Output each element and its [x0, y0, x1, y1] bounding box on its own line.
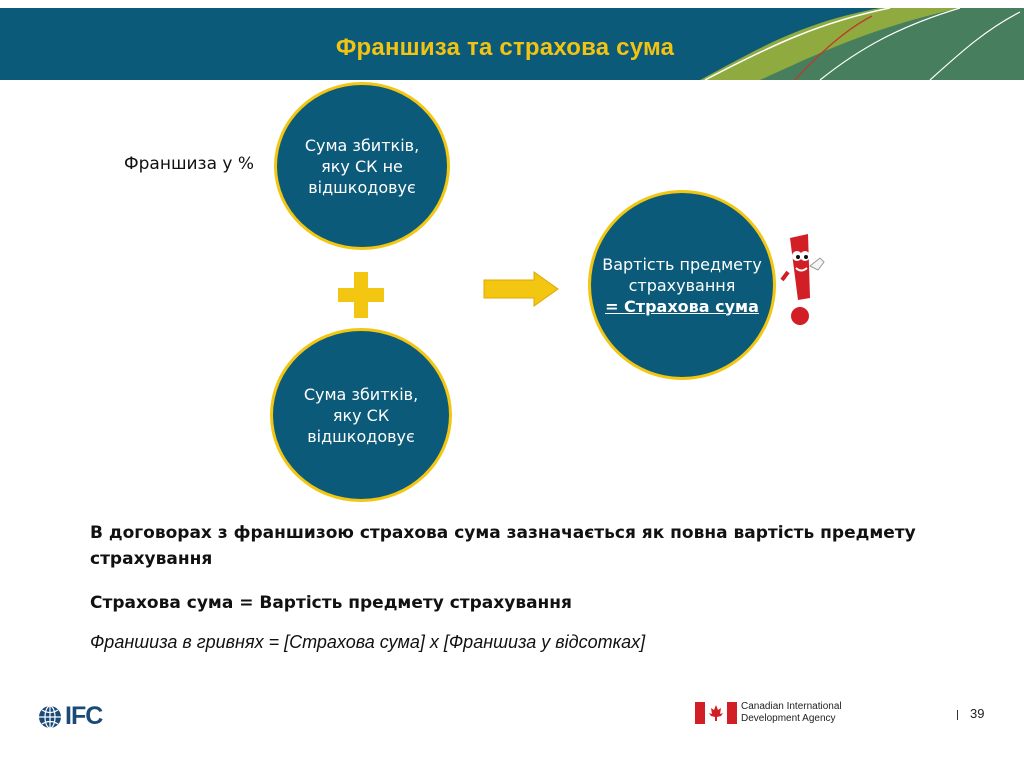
reimbursed-loss-circle	[270, 328, 452, 502]
canada-flag-icon	[695, 702, 737, 724]
ifc-logo-text: IFC	[65, 702, 103, 730]
unreimbursed-loss-text: Сума збитків, яку СК не відшкодовує	[304, 135, 420, 197]
franchise-percent-label: Франшиза у %	[124, 154, 255, 174]
page-number: 39	[970, 706, 985, 721]
insured-value-label: Вартість предмету страхування	[602, 254, 762, 295]
unreimbursed-loss-circle	[274, 82, 450, 250]
globe-icon	[38, 705, 62, 729]
insured-value-text	[591, 254, 773, 317]
contract-franchise-paragraph: В договорах з франшизою страхова сума зазначається як повна вартість предмету страхування	[90, 523, 916, 569]
page-separator	[957, 710, 958, 720]
slide-header	[0, 8, 1024, 80]
cida-logo-text: Canadian International Development Agency	[741, 701, 842, 724]
slide-title: Франшиза та страхова сума	[335, 34, 675, 61]
top-margin	[0, 0, 1024, 8]
exclamation-mascot-icon	[780, 232, 832, 332]
arrow-right-icon	[482, 270, 560, 308]
ifc-logo	[38, 702, 102, 731]
franchise-uah-formula: Франшиза в гривнях = [Страхова сума] х [Франшиза у відсотках]	[90, 632, 646, 652]
reimbursed-loss-text: Сума збитків, яку СК відшкодовує	[303, 384, 419, 446]
insured-value-circle	[588, 190, 776, 380]
cida-logo	[695, 701, 861, 725]
sum-insured-equation: = Страхова сума	[605, 296, 759, 316]
plus-icon	[338, 272, 384, 318]
sum-insured-formula: Страхова сума = Вартість предмету страхування	[90, 593, 572, 613]
